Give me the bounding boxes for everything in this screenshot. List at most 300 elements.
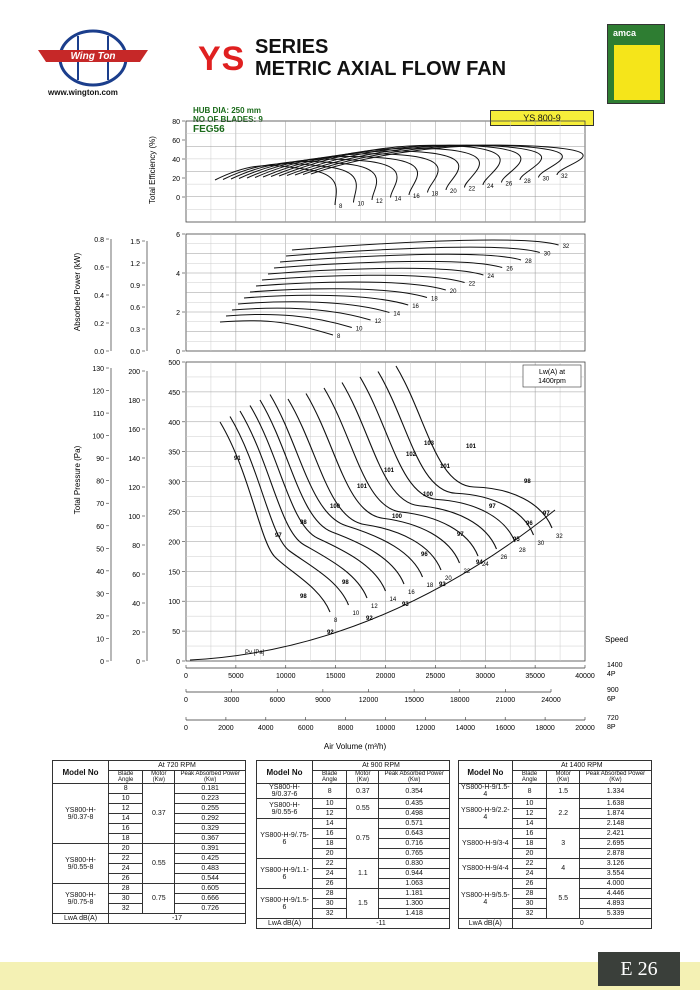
power-cell: 0.544 bbox=[175, 874, 246, 884]
x-axis-8p-tick: 10000 bbox=[375, 725, 396, 732]
pres-tick-a: 0 bbox=[176, 659, 180, 666]
pow-angle-label: 14 bbox=[393, 311, 401, 318]
eff-tick: 0 bbox=[176, 195, 180, 202]
angle-cell: 14 bbox=[512, 819, 547, 829]
model-cell: YS800-H-9/5.5-4 bbox=[459, 879, 513, 919]
rpm-table bbox=[458, 760, 652, 929]
noise-label: 103 bbox=[424, 441, 435, 447]
eff-angle-label: 24 bbox=[487, 184, 494, 190]
pow-tick-b: 0.6 bbox=[130, 305, 140, 312]
table-speed: At 900 RPM bbox=[313, 761, 450, 771]
power-cell: 0.605 bbox=[175, 884, 246, 894]
speed-poles: 4P bbox=[607, 671, 616, 678]
angle-cell: 12 bbox=[313, 809, 347, 819]
x-axis-4p-tick: 15000 bbox=[325, 673, 346, 680]
pow-angle-label: 30 bbox=[543, 251, 551, 258]
motor-cell: 0.55 bbox=[347, 799, 379, 819]
pres-angle-label: 20 bbox=[445, 576, 452, 582]
power-cell: 0.367 bbox=[175, 834, 246, 844]
col-motor: Motor (Kw) bbox=[143, 771, 175, 784]
table-row bbox=[257, 889, 450, 899]
pow-angle-label: 32 bbox=[562, 244, 570, 250]
angle-cell: 32 bbox=[313, 909, 347, 919]
angle-cell: 10 bbox=[109, 794, 143, 804]
noise-label: 92 bbox=[327, 630, 334, 636]
angle-cell: 8 bbox=[109, 784, 143, 794]
col-model: Model No bbox=[257, 761, 313, 784]
model-cell: YS800-H-9/1.1-6 bbox=[257, 859, 313, 889]
power-cell: 4.446 bbox=[579, 889, 651, 899]
pres-tick-a: 350 bbox=[168, 449, 180, 457]
power-cell: 3.126 bbox=[579, 859, 651, 869]
table-row bbox=[459, 829, 652, 839]
power-cell: 0.944 bbox=[379, 869, 450, 879]
power-cell: 1.874 bbox=[579, 809, 651, 819]
angle-cell: 22 bbox=[313, 859, 347, 869]
angle-cell: 8 bbox=[313, 784, 347, 799]
angle-cell: 18 bbox=[313, 839, 347, 849]
series-line-2: METRIC AXIAL FLOW FAN bbox=[255, 58, 507, 80]
noise-label: 101 bbox=[440, 464, 451, 470]
pres-angle-label: 10 bbox=[352, 611, 360, 617]
power-cell: 3.554 bbox=[579, 869, 651, 879]
power-curve bbox=[262, 275, 465, 282]
x-axis-8p-tick: 0 bbox=[184, 725, 188, 732]
pres-tick-a: 450 bbox=[168, 389, 180, 397]
x-axis-8p-tick: 18000 bbox=[535, 725, 555, 732]
website-url: www.wington.com bbox=[48, 88, 118, 97]
col-angle: Blade Angle bbox=[512, 771, 547, 784]
power-cell: 0.830 bbox=[379, 859, 450, 869]
angle-cell: 32 bbox=[512, 909, 547, 919]
speed-rpm: 720 bbox=[607, 715, 619, 722]
blade-count: NO OF BLADES: 9 bbox=[193, 115, 263, 124]
power-cell: 0.765 bbox=[379, 849, 450, 859]
noise-label: 96 bbox=[526, 521, 533, 527]
angle-cell: 30 bbox=[512, 899, 547, 909]
angle-cell: 26 bbox=[109, 874, 143, 884]
eff-angle-label: 18 bbox=[431, 191, 439, 198]
pres-tick-c: 70 bbox=[96, 501, 104, 509]
power-curve bbox=[220, 321, 333, 335]
pow-tick-b: 1.5 bbox=[130, 239, 140, 246]
noise-label: 100 bbox=[423, 492, 434, 498]
pres-tick-b: 160 bbox=[128, 427, 140, 434]
chart-grids bbox=[186, 121, 585, 661]
pres-tick-c: 100 bbox=[92, 433, 104, 441]
pres-tick-b: 0 bbox=[136, 659, 140, 666]
x-axis-6p-tick: 12000 bbox=[358, 697, 379, 704]
pow-tick-kw: 4 bbox=[176, 271, 180, 278]
noise-label: 94 bbox=[476, 560, 483, 566]
pow-angle-label: 12 bbox=[374, 319, 382, 325]
power-curve bbox=[244, 295, 408, 305]
series-line-1: SERIES bbox=[255, 36, 329, 58]
pow-tick-b: 0.0 bbox=[130, 349, 140, 356]
pres-tick-c: 50 bbox=[96, 546, 104, 554]
power-cell: 0.643 bbox=[379, 829, 450, 839]
angle-cell: 12 bbox=[109, 804, 143, 814]
pow-angle-label: 20 bbox=[449, 289, 457, 295]
power-cell: 1.063 bbox=[379, 879, 450, 889]
lwa-label-cell: LwA dB(A) bbox=[257, 919, 313, 929]
angle-cell: 20 bbox=[313, 849, 347, 859]
pres-angle-label: 26 bbox=[500, 555, 508, 561]
angle-cell: 18 bbox=[109, 834, 143, 844]
pressure-curve bbox=[342, 383, 497, 550]
x-axis-4p-tick: 0 bbox=[184, 673, 188, 680]
pressure-curve bbox=[360, 377, 515, 542]
noise-label: 101 bbox=[466, 444, 477, 450]
pres-tick-a: 50 bbox=[172, 629, 180, 637]
noise-label: 100 bbox=[392, 514, 403, 520]
pressure-curve bbox=[324, 388, 478, 556]
angle-cell: 12 bbox=[512, 809, 547, 819]
motor-cell: 1.5 bbox=[347, 889, 379, 919]
angle-cell: 16 bbox=[109, 824, 143, 834]
x-axis-8p-tick: 6000 bbox=[297, 725, 314, 732]
angle-cell: 10 bbox=[313, 799, 347, 809]
pres-tick-b: 20 bbox=[132, 630, 140, 637]
angle-cell: 20 bbox=[512, 849, 547, 859]
power-cell: 0.716 bbox=[379, 839, 450, 849]
noise-label: 91 bbox=[234, 456, 241, 462]
noise-label: 97 bbox=[275, 533, 282, 539]
noise-label: 101 bbox=[384, 468, 395, 474]
power-cell: 0.223 bbox=[175, 794, 246, 804]
eff-tick: 80 bbox=[172, 119, 180, 126]
pow-tick-b: 0.9 bbox=[130, 283, 140, 290]
pressure-curve bbox=[306, 394, 460, 564]
rpm-table bbox=[256, 760, 450, 929]
pres-tick-b: 200 bbox=[128, 369, 140, 376]
lwa-value-cell: 0 bbox=[512, 919, 651, 929]
model-cell: YS800-H-9/0.37-6 bbox=[257, 784, 313, 799]
pres-tick-a: 300 bbox=[168, 479, 180, 487]
angle-cell: 10 bbox=[512, 799, 547, 809]
angle-cell: 24 bbox=[313, 869, 347, 879]
model-cell: YS800-H-9/0.55-8 bbox=[53, 844, 109, 884]
col-model: Model No bbox=[53, 761, 109, 784]
power-cell: 1.181 bbox=[379, 889, 450, 899]
power-curve bbox=[268, 268, 483, 275]
speed-poles: 6P bbox=[607, 696, 616, 703]
pres-tick-b: 120 bbox=[128, 485, 140, 492]
table-row bbox=[459, 879, 652, 889]
table-row bbox=[53, 784, 246, 794]
power-cell: 0.255 bbox=[175, 804, 246, 814]
page-number: E 26 bbox=[598, 952, 680, 986]
model-cell: YS800-H-9/1.5-6 bbox=[257, 889, 313, 919]
eff-angle-label: 12 bbox=[376, 199, 383, 205]
motor-cell: 0.37 bbox=[347, 784, 379, 799]
col-power: Peak Absorbed Power (Kw) bbox=[175, 771, 246, 784]
chart-axes bbox=[73, 119, 628, 751]
x-axis-8p-tick: 20000 bbox=[575, 725, 595, 732]
lwa-value-cell: -11 bbox=[313, 919, 450, 929]
motor-cell: 1.1 bbox=[347, 859, 379, 889]
table-speed: At 1400 RPM bbox=[512, 761, 651, 771]
eff-angle-label: 26 bbox=[505, 181, 513, 188]
model-cell: YS800-H-9/0.75-8 bbox=[53, 884, 109, 914]
power-cell: 0.181 bbox=[175, 784, 246, 794]
pow-angle-label: 28 bbox=[525, 259, 532, 265]
power-cell: 0.571 bbox=[379, 819, 450, 829]
angle-cell: 28 bbox=[512, 889, 547, 899]
noise-label: 97 bbox=[457, 532, 464, 538]
power-curve bbox=[274, 261, 502, 268]
pressure-axis-label: Total Pressure (Pa) bbox=[73, 445, 82, 515]
power-cell: 0.483 bbox=[175, 864, 246, 874]
pres-angle-label: 16 bbox=[408, 590, 415, 596]
angle-cell: 14 bbox=[109, 814, 143, 824]
pres-tick-b: 60 bbox=[132, 572, 140, 579]
lwa-value-cell: -17 bbox=[109, 914, 246, 924]
x-axis-8p-tick: 2000 bbox=[218, 725, 234, 732]
eff-tick: 60 bbox=[172, 138, 180, 145]
model-tag: YS 800-9 bbox=[490, 110, 594, 126]
x-axis-4p-tick: 5000 bbox=[228, 673, 244, 680]
power-cell: 0.329 bbox=[175, 824, 246, 834]
pres-tick-c: 130 bbox=[92, 366, 104, 373]
x-axis-8p-tick: 16000 bbox=[495, 725, 515, 732]
pow-tick-kw: 0 bbox=[176, 349, 180, 356]
feg-grade: FEG56 bbox=[193, 124, 225, 135]
power-cell: 1.418 bbox=[379, 909, 450, 919]
pres-tick-c: 40 bbox=[96, 568, 104, 576]
col-power: Peak Absorbed Power (Kw) bbox=[579, 771, 651, 784]
eff-angle-label: 28 bbox=[524, 179, 531, 185]
x-axis-4p-tick: 30000 bbox=[475, 673, 495, 680]
angle-cell: 18 bbox=[512, 839, 547, 849]
motor-cell: 0.55 bbox=[143, 844, 175, 884]
pow-angle-label: 16 bbox=[412, 304, 419, 310]
x-axis-4p-tick: 20000 bbox=[375, 673, 396, 680]
table-row bbox=[257, 819, 450, 829]
col-motor: Motor (Kw) bbox=[547, 771, 579, 784]
motor-cell: 4 bbox=[547, 859, 579, 879]
angle-cell: 32 bbox=[109, 904, 143, 914]
power-curve bbox=[280, 254, 521, 262]
eff-axis-label: Total Efficiency (%) bbox=[148, 136, 157, 204]
angle-cell: 30 bbox=[313, 899, 347, 909]
pv-curve bbox=[190, 510, 555, 660]
speed-rpm: 1400 bbox=[607, 662, 623, 669]
angle-cell: 8 bbox=[512, 784, 547, 799]
table-row bbox=[459, 799, 652, 809]
speed-poles: 8P bbox=[607, 724, 616, 731]
x-axis-8p-tick: 14000 bbox=[455, 725, 476, 732]
lwa-label-cell: LwA dB(A) bbox=[53, 914, 109, 924]
x-axis-8p-tick: 8000 bbox=[337, 725, 354, 732]
pres-tick-c: 120 bbox=[92, 388, 104, 396]
noise-label: 98 bbox=[524, 479, 531, 485]
angle-cell: 28 bbox=[109, 884, 143, 894]
model-cell: YS800-H-9/0.55-6 bbox=[257, 799, 313, 819]
power-cell: 2.695 bbox=[579, 839, 651, 849]
motor-cell: 5.5 bbox=[547, 879, 579, 919]
eff-angle-label: 8 bbox=[339, 204, 343, 210]
x-axis-6p-tick: 24000 bbox=[541, 697, 561, 704]
power-cell: 0.354 bbox=[379, 784, 450, 799]
power-axis-label: Absorbed Power (kW) bbox=[73, 252, 82, 332]
pres-angle-label: 18 bbox=[426, 583, 434, 589]
pow-tick-kw: 2 bbox=[176, 310, 180, 317]
model-cell: YS800-H-9/1.5-4 bbox=[459, 784, 513, 799]
noise-label: 98 bbox=[300, 594, 307, 600]
motor-cell: 3 bbox=[547, 829, 579, 859]
power-cell: 1.638 bbox=[579, 799, 651, 809]
pres-tick-c: 90 bbox=[96, 456, 104, 464]
x-axis-6p-tick: 0 bbox=[184, 697, 188, 704]
lwa-label-cell: LwA dB(A) bbox=[459, 919, 513, 929]
power-cell: 0.425 bbox=[175, 854, 246, 864]
pow-tick-c: 0.4 bbox=[94, 293, 104, 300]
col-angle: Blade Angle bbox=[109, 771, 143, 784]
pres-tick-a: 500 bbox=[168, 360, 180, 367]
col-model: Model No bbox=[459, 761, 513, 784]
pres-angle-label: 30 bbox=[537, 541, 545, 547]
col-power: Peak Absorbed Power (Kw) bbox=[379, 771, 450, 784]
pres-tick-c: 20 bbox=[96, 613, 104, 621]
noise-label: 101 bbox=[357, 484, 368, 490]
pow-tick-c: 0.8 bbox=[94, 237, 104, 244]
pres-tick-b: 140 bbox=[128, 456, 140, 463]
pv-label: Pv [Pa] bbox=[245, 650, 265, 656]
x-axis-4p-tick: 25000 bbox=[425, 673, 446, 680]
x-axis-4p-tick: 35000 bbox=[525, 673, 545, 680]
eff-angle-label: 22 bbox=[468, 186, 476, 193]
noise-label: 93 bbox=[439, 582, 446, 588]
x-axis-6p-tick: 3000 bbox=[223, 697, 240, 704]
pow-tick-b: 1.2 bbox=[130, 261, 140, 268]
hub-diameter: HUB DIA: 250 mm bbox=[193, 106, 262, 115]
pow-tick-b: 0.3 bbox=[130, 327, 140, 334]
pres-tick-a: 100 bbox=[168, 599, 180, 607]
power-cell: 0.666 bbox=[175, 894, 246, 904]
table-row bbox=[257, 799, 450, 809]
chart-curves bbox=[190, 145, 583, 660]
table-speed: At 720 RPM bbox=[109, 761, 246, 771]
noise-label: 93 bbox=[402, 602, 409, 608]
angle-cell: 22 bbox=[109, 854, 143, 864]
pres-angle-label: 24 bbox=[482, 562, 489, 568]
noise-label: 98 bbox=[342, 580, 349, 586]
x-axis-6p-tick: 6000 bbox=[269, 697, 286, 704]
noise-label: 96 bbox=[421, 552, 428, 558]
pow-angle-label: 22 bbox=[468, 281, 476, 288]
power-cell: 5.339 bbox=[579, 909, 651, 919]
pres-tick-b: 100 bbox=[128, 514, 140, 521]
angle-cell: 22 bbox=[512, 859, 547, 869]
footer-band bbox=[0, 962, 700, 990]
pres-tick-a: 250 bbox=[168, 509, 180, 517]
pres-tick-c: 10 bbox=[96, 636, 104, 644]
noise-label: 97 bbox=[543, 511, 550, 517]
table-row bbox=[53, 884, 246, 894]
noise-label: 92 bbox=[366, 616, 373, 622]
pres-tick-a: 150 bbox=[168, 569, 180, 577]
noise-label: 98 bbox=[300, 520, 307, 526]
pow-tick-c: 0.6 bbox=[94, 265, 104, 272]
pow-tick-c: 0.0 bbox=[94, 349, 104, 356]
angle-cell: 14 bbox=[313, 819, 347, 829]
pow-angle-label: 26 bbox=[506, 266, 513, 273]
noise-label: 97 bbox=[489, 504, 496, 510]
eff-tick: 20 bbox=[172, 176, 180, 183]
x-axis-8p-tick: 12000 bbox=[415, 725, 436, 732]
col-angle: Blade Angle bbox=[313, 771, 347, 784]
x-axis-label: Air Volume (m³/h) bbox=[323, 742, 387, 751]
pres-tick-c: 30 bbox=[96, 591, 104, 599]
pres-tick-c: 60 bbox=[96, 523, 104, 531]
pow-angle-label: 24 bbox=[487, 274, 495, 280]
svg-text:Wing Ton: Wing Ton bbox=[70, 51, 116, 62]
motor-cell: 1.5 bbox=[547, 784, 579, 799]
eff-angle-label: 10 bbox=[357, 201, 365, 208]
pow-tick-c: 0.2 bbox=[94, 321, 104, 328]
pow-tick-kw: 6 bbox=[176, 232, 180, 239]
power-cell: 0.292 bbox=[175, 814, 246, 824]
angle-cell: 26 bbox=[313, 879, 347, 889]
x-axis-6p-tick: 18000 bbox=[450, 697, 470, 704]
angle-cell: 16 bbox=[313, 829, 347, 839]
power-cell: 2.878 bbox=[579, 849, 651, 859]
power-cell: 0.726 bbox=[175, 904, 246, 914]
model-cell: YS800-H-9/4-4 bbox=[459, 859, 513, 879]
pow-angle-label: 10 bbox=[355, 326, 363, 333]
power-cell: 1.300 bbox=[379, 899, 450, 909]
angle-cell: 20 bbox=[109, 844, 143, 854]
pres-tick-b: 180 bbox=[128, 398, 140, 405]
motor-cell: 0.37 bbox=[143, 784, 175, 844]
x-axis-6p-tick: 15000 bbox=[404, 697, 424, 704]
motor-cell: 2.2 bbox=[547, 799, 579, 829]
motor-cell: 0.75 bbox=[347, 819, 379, 859]
pres-angle-label: 12 bbox=[371, 604, 378, 610]
model-cell: YS800-H-9/3-4 bbox=[459, 829, 513, 859]
model-cell: YS800-H-9/2.2-4 bbox=[459, 799, 513, 829]
table-row bbox=[459, 859, 652, 869]
rpm-table bbox=[52, 760, 246, 924]
eff-angle-label: 30 bbox=[542, 176, 550, 183]
power-cell: 0.391 bbox=[175, 844, 246, 854]
power-cell: 1.334 bbox=[579, 784, 651, 799]
angle-cell: 28 bbox=[313, 889, 347, 899]
noise-label: 100 bbox=[330, 504, 341, 510]
angle-cell: 26 bbox=[512, 879, 547, 889]
power-cell: 2.421 bbox=[579, 829, 651, 839]
eff-angle-label: 32 bbox=[561, 174, 568, 180]
model-cell: YS800-H-9/.75-6 bbox=[257, 819, 313, 859]
speed-rpm: 900 bbox=[607, 687, 619, 694]
angle-cell: 24 bbox=[512, 869, 547, 879]
motor-cell: 0.75 bbox=[143, 884, 175, 914]
series-code: YS bbox=[198, 40, 246, 78]
angle-cell: 30 bbox=[109, 894, 143, 904]
noise-label: 102 bbox=[406, 452, 417, 458]
table-row bbox=[257, 784, 450, 799]
angle-cell: 24 bbox=[109, 864, 143, 874]
noise-label: 95 bbox=[513, 537, 520, 543]
eff-angle-label: 16 bbox=[413, 194, 420, 200]
speed-label: Speed bbox=[605, 635, 629, 644]
pres-angle-label: 32 bbox=[556, 534, 563, 540]
power-cell: 0.498 bbox=[379, 809, 450, 819]
pres-tick-b: 80 bbox=[132, 543, 140, 550]
x-axis-6p-tick: 21000 bbox=[495, 697, 516, 704]
power-cell: 4.000 bbox=[579, 879, 651, 889]
